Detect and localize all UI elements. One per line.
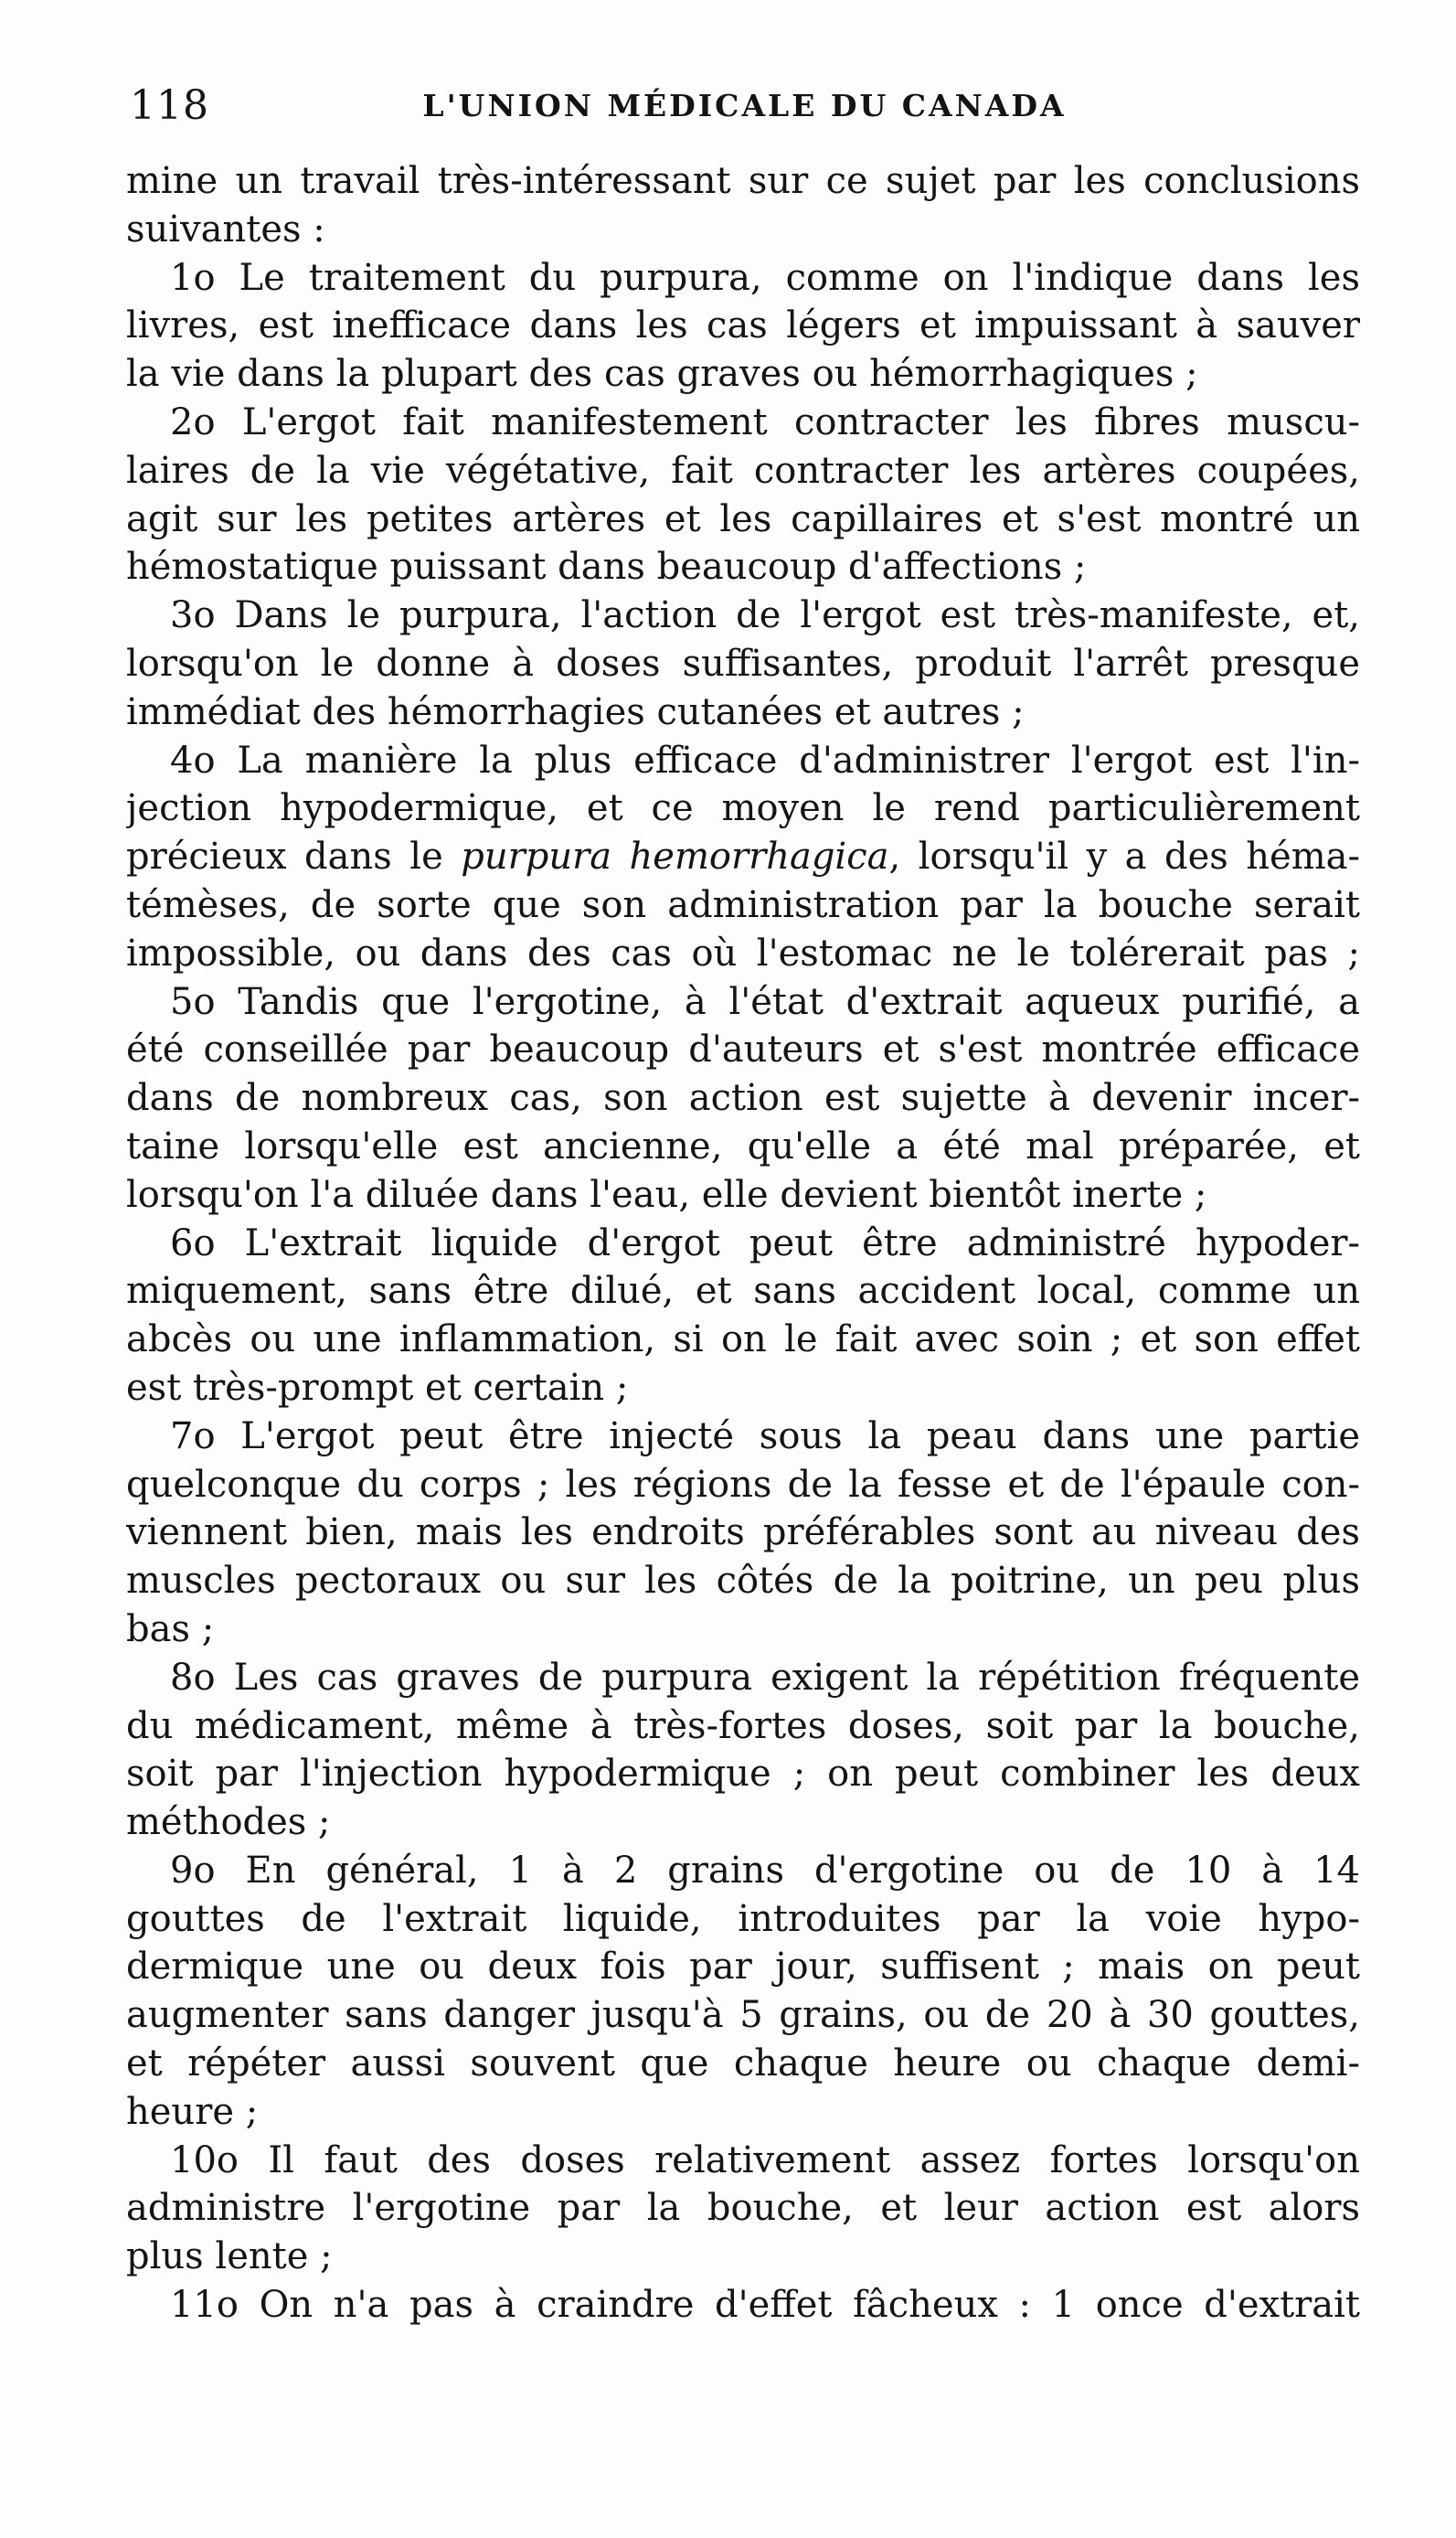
text-line: dermique une ou deux fois par jour, suffisent ; mais on peut — [126, 1946, 1360, 1989]
text-line: augmenter sans danger jusqu'à 5 grains, ou de 20 à 30 gouttes, — [126, 1994, 1360, 2037]
text-line: 4o La manière la plus efficace d'administrer l'ergot est l'in- — [170, 739, 1360, 782]
text-line: plus lente ; — [126, 2235, 333, 2278]
text-line: viennent bien, mais les endroits préférables sont au niveau des — [126, 1511, 1360, 1554]
text-line: 3o Dans le purpura, l'action de l'ergot est très-manifeste, et, — [170, 594, 1360, 637]
text-line: 10o Il faut des doses relativement assez fortes lorsqu'on — [170, 2138, 1360, 2181]
text-line: soit par l'injection hypodermique ; on peut combiner les deux — [126, 1753, 1360, 1796]
text-line: administre l'ergotine par la bouche, et leur action est alors — [126, 2187, 1360, 2230]
text-line: quelconque du corps ; les régions de la fesse et de l'épaule con- — [126, 1463, 1360, 1506]
text-line: 1o Le traitement du purpura, comme on l'indique dans les — [170, 256, 1360, 299]
text-line: heure ; — [126, 2090, 259, 2133]
text-line: dans de nombreux cas, son action est sujette à devenir incer- — [126, 1077, 1360, 1120]
text-line — [126, 833, 1360, 881]
text-segment: précieux dans le — [126, 836, 462, 879]
text-line: agit sur les petites artères et les capillaires et s'est montré un — [126, 497, 1360, 540]
text-line: taine lorsqu'elle est ancienne, qu'elle a été mal préparée, et — [126, 1125, 1360, 1168]
text-line: témèses, de sorte que son administration par la bouche serait — [126, 883, 1360, 926]
text-line: du médicament, même à très-fortes doses, soit par la bouche, — [126, 1704, 1360, 1747]
text-line: gouttes de l'extrait liquide, introduites par la voie hypo- — [126, 1897, 1360, 1940]
text-line: 8o Les cas graves de purpura exigent la répétition fréquente — [170, 1656, 1360, 1699]
text-line: suivantes : — [126, 208, 325, 251]
text-line: impossible, ou dans des cas où l'estomac ne le tolérerait pas ; — [126, 932, 1360, 975]
text-line: est très-prompt et certain ; — [126, 1366, 629, 1409]
text-line: 11o On n'a pas à craindre d'effet fâcheux : 1 once d'extrait — [170, 2284, 1360, 2327]
text-line: abcès ou une inflammation, si on le fait avec soin ; et son effet — [126, 1318, 1360, 1361]
text-line: 6o L'extrait liquide d'ergot peut être administré hypoder- — [170, 1221, 1360, 1264]
text-line: livres, est inefficace dans les cas légers et impuissant à sauver — [126, 304, 1360, 347]
page-number: 118 — [130, 82, 209, 129]
running-title: L'UNION MÉDICALE DU CANADA — [422, 88, 1067, 123]
text-line: 9o En général, 1 à 2 grains d'ergotine ou de 10 à 14 — [170, 1849, 1360, 1892]
text-line: laires de la vie végétative, fait contracter les artères coupées, — [126, 449, 1360, 492]
text-line: lorsqu'on l'a diluée dans l'eau, elle devient bientôt inerte ; — [126, 1173, 1207, 1216]
text-line: lorsqu'on le donne à doses suffisantes, produit l'arrêt presque — [126, 642, 1360, 685]
text-line: la vie dans la plupart des cas graves ou hémorrhagiques ; — [126, 353, 1198, 396]
text-segment: , lorsqu'il y a des héma- — [888, 836, 1360, 879]
text-line: jection hypodermique, et ce moyen le rend particulièrement — [126, 787, 1360, 830]
text-line: hémostatique puissant dans beaucoup d'affections ; — [126, 546, 1087, 589]
text-line: 5o Tandis que l'ergotine, à l'état d'extrait aqueux purifié, a — [170, 980, 1360, 1023]
italic-term: purpura hemorrhagica — [461, 836, 889, 879]
text-line: miquement, sans être dilué, et sans accident local, comme un — [126, 1270, 1360, 1313]
text-line: immédiat des hémorrhagies cutanées et autres ; — [126, 690, 1025, 733]
text-line: 7o L'ergot peut être injecté sous la peau dans une partie — [170, 1414, 1360, 1457]
text-line: bas ; — [126, 1607, 215, 1650]
page-header — [130, 82, 1359, 137]
text-line: méthodes ; — [126, 1801, 331, 1844]
text-line: mine un travail très-intéressant sur ce sujet par les conclusions — [126, 160, 1360, 202]
text-line: muscles pectoraux ou sur les côtés de la poitrine, un peu plus — [126, 1560, 1360, 1603]
text-line: 2o L'ergot fait manifestement contracter les fibres muscu- — [170, 400, 1360, 443]
text-line: été conseillée par beaucoup d'auteurs et s'est montrée efficace — [126, 1029, 1360, 1072]
body-text — [126, 157, 1360, 2330]
text-line: et répéter aussi souvent que chaque heure ou chaque demi- — [126, 2042, 1360, 2085]
